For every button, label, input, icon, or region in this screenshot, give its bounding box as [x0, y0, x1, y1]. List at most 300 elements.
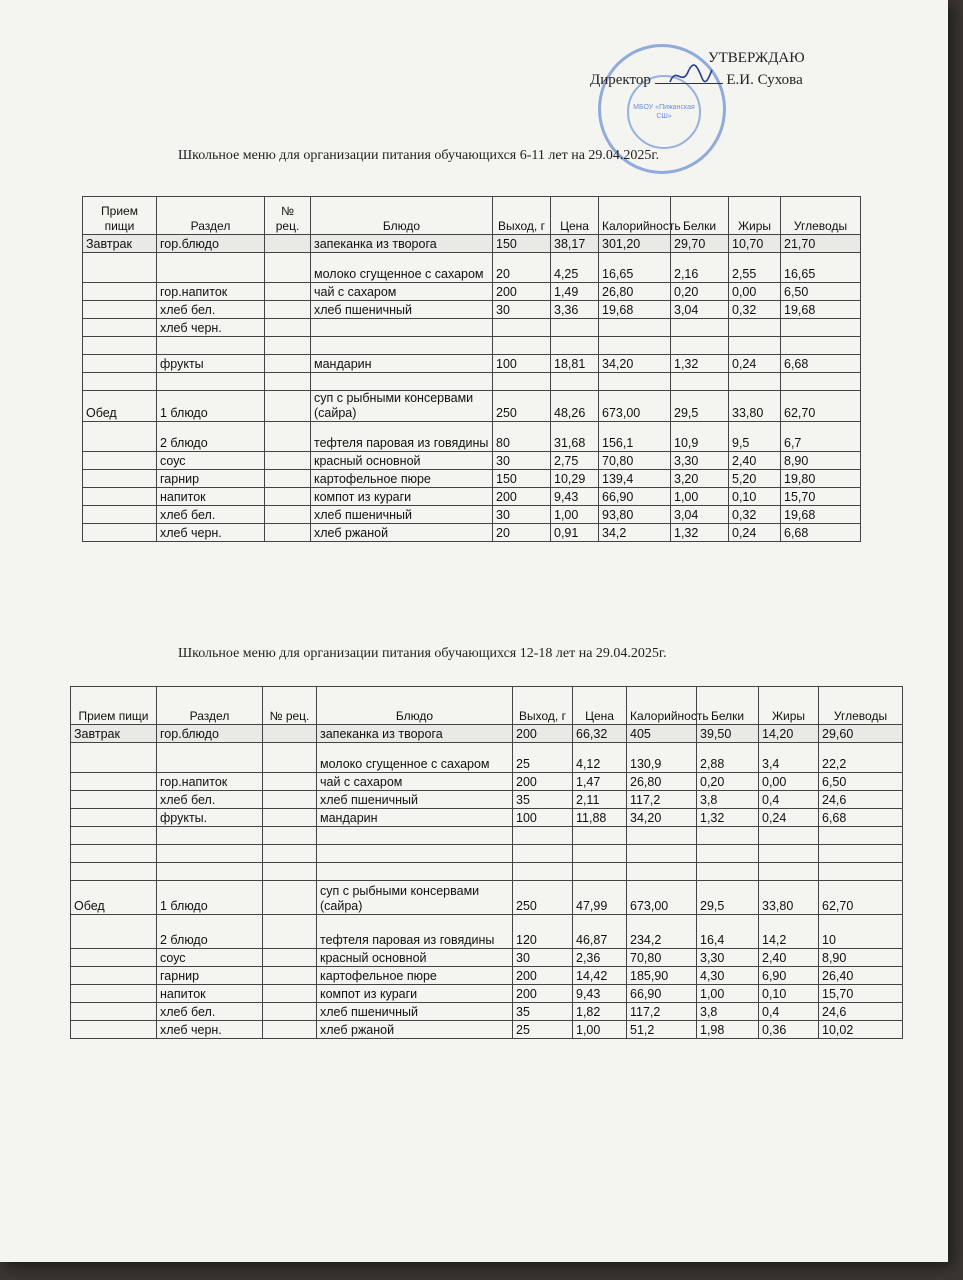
cell-dish	[311, 319, 493, 337]
cell-dish: тефтеля паровая из говядины	[311, 422, 493, 452]
cell-recipe	[263, 725, 317, 743]
cell-price	[551, 337, 599, 355]
cell-carbs: 6,68	[781, 524, 861, 542]
cell-dish: хлеб пшеничный	[317, 1003, 513, 1021]
cell-yield: 200	[513, 985, 573, 1003]
director-label: Директор	[590, 72, 651, 88]
cell-meal	[71, 827, 157, 845]
cell-meal	[83, 337, 157, 355]
cell-yield	[493, 337, 551, 355]
table-row	[83, 506, 861, 524]
cell-section	[157, 743, 263, 773]
header-section: Раздел	[157, 687, 263, 725]
cell-fats: 9,5	[729, 422, 781, 452]
cell-carbs: 62,70	[781, 391, 861, 422]
cell-proteins	[671, 319, 729, 337]
cell-yield: 30	[493, 452, 551, 470]
cell-meal	[71, 949, 157, 967]
cell-calories: 234,2	[627, 915, 697, 949]
cell-proteins	[697, 863, 759, 881]
cell-price: 1,82	[573, 1003, 627, 1021]
cell-calories: 673,00	[627, 881, 697, 915]
cell-calories: 93,80	[599, 506, 671, 524]
cell-meal	[83, 470, 157, 488]
cell-calories: 673,00	[599, 391, 671, 422]
table-row	[83, 337, 861, 355]
cell-fats: 14,2	[759, 915, 819, 949]
cell-section: напиток	[157, 488, 265, 506]
cell-recipe	[265, 506, 311, 524]
cell-yield: 30	[493, 301, 551, 319]
cell-recipe	[263, 915, 317, 949]
cell-calories: 117,2	[627, 1003, 697, 1021]
cell-yield: 200	[493, 488, 551, 506]
cell-meal	[83, 506, 157, 524]
menu-title-12-18: Школьное меню для организации питания обучающихся 12-18 лет на 29.04.2025г.	[178, 646, 667, 661]
cell-section	[157, 827, 263, 845]
cell-recipe	[263, 845, 317, 863]
cell-carbs: 6,68	[819, 809, 903, 827]
table-row	[71, 915, 903, 949]
cell-price: 47,99	[573, 881, 627, 915]
cell-price: 66,32	[573, 725, 627, 743]
cell-proteins: 1,32	[697, 809, 759, 827]
cell-meal	[83, 319, 157, 337]
cell-fats: 10,70	[729, 235, 781, 253]
table-row	[71, 881, 903, 915]
cell-recipe	[265, 524, 311, 542]
cell-yield	[493, 319, 551, 337]
cell-fats	[759, 845, 819, 863]
cell-fats: 0,00	[729, 283, 781, 301]
cell-proteins: 3,30	[671, 452, 729, 470]
cell-price: 31,68	[551, 422, 599, 452]
cell-proteins	[697, 845, 759, 863]
cell-fats: 5,20	[729, 470, 781, 488]
cell-price: 4,12	[573, 743, 627, 773]
header-meal: Прием пищи	[71, 687, 157, 725]
cell-yield: 25	[513, 1021, 573, 1039]
cell-calories: 34,2	[599, 524, 671, 542]
cell-dish: молоко сгущенное с сахаром	[311, 253, 493, 283]
cell-meal	[83, 452, 157, 470]
cell-yield: 200	[513, 967, 573, 985]
header-calories: Калорийность	[599, 197, 671, 235]
header-fats: Жиры	[729, 197, 781, 235]
cell-calories	[627, 863, 697, 881]
cell-proteins: 3,8	[697, 791, 759, 809]
cell-carbs	[819, 863, 903, 881]
cell-yield	[513, 863, 573, 881]
cell-price	[573, 863, 627, 881]
cell-calories: 66,90	[599, 488, 671, 506]
cell-dish: картофельное пюре	[317, 967, 513, 985]
cell-calories: 66,90	[627, 985, 697, 1003]
cell-carbs: 6,50	[819, 773, 903, 791]
cell-proteins: 4,30	[697, 967, 759, 985]
cell-yield	[513, 845, 573, 863]
table-row	[71, 967, 903, 985]
cell-fats: 3,4	[759, 743, 819, 773]
cell-fats	[729, 337, 781, 355]
cell-carbs: 24,6	[819, 1003, 903, 1021]
cell-meal	[71, 1021, 157, 1039]
table-row	[83, 488, 861, 506]
cell-carbs: 19,68	[781, 301, 861, 319]
cell-section: гор.блюдо	[157, 235, 265, 253]
cell-section	[157, 373, 265, 391]
menu-body-6-11	[83, 197, 861, 542]
cell-proteins: 3,20	[671, 470, 729, 488]
cell-meal	[83, 488, 157, 506]
cell-dish	[311, 337, 493, 355]
table-row	[83, 355, 861, 373]
cell-dish: мандарин	[317, 809, 513, 827]
cell-meal	[71, 809, 157, 827]
cell-calories: 34,20	[599, 355, 671, 373]
cell-price	[551, 373, 599, 391]
cell-fats: 2,40	[729, 452, 781, 470]
table-row	[83, 422, 861, 452]
header-carbs: Углеводы	[781, 197, 861, 235]
cell-carbs: 62,70	[819, 881, 903, 915]
cell-yield: 20	[493, 253, 551, 283]
cell-dish: хлеб пшеничный	[311, 506, 493, 524]
cell-recipe	[263, 791, 317, 809]
cell-proteins: 2,16	[671, 253, 729, 283]
cell-calories	[627, 827, 697, 845]
cell-proteins: 1,00	[671, 488, 729, 506]
cell-calories: 117,2	[627, 791, 697, 809]
cell-dish: хлеб ржаной	[311, 524, 493, 542]
cell-dish	[317, 845, 513, 863]
cell-carbs	[781, 319, 861, 337]
cell-dish: чай с сахаром	[311, 283, 493, 301]
cell-price	[551, 319, 599, 337]
cell-meal	[83, 253, 157, 283]
cell-section	[157, 253, 265, 283]
cell-calories: 16,65	[599, 253, 671, 283]
cell-yield: 250	[513, 881, 573, 915]
cell-price: 2,11	[573, 791, 627, 809]
cell-proteins: 2,88	[697, 743, 759, 773]
cell-price: 10,29	[551, 470, 599, 488]
header-carbs: Углеводы	[819, 687, 903, 725]
cell-section: гор.напиток	[157, 283, 265, 301]
cell-section: соус	[157, 452, 265, 470]
menu-title-6-11: Школьное меню для организации питания обучающихся 6-11 лет на 29.04.2025г.	[178, 148, 660, 163]
table-row	[83, 319, 861, 337]
cell-dish: компот из кураги	[317, 985, 513, 1003]
cell-calories: 156,1	[599, 422, 671, 452]
cell-meal	[71, 845, 157, 863]
cell-carbs	[781, 337, 861, 355]
cell-proteins: 3,04	[671, 506, 729, 524]
cell-meal	[71, 791, 157, 809]
cell-carbs: 15,70	[781, 488, 861, 506]
cell-calories	[599, 337, 671, 355]
cell-carbs: 6,50	[781, 283, 861, 301]
cell-dish	[311, 373, 493, 391]
header-proteins: Белки	[671, 197, 729, 235]
cell-section: хлеб бел.	[157, 1003, 263, 1021]
cell-fats	[729, 319, 781, 337]
cell-dish: суп с рыбными консервами (сайра)	[311, 391, 493, 422]
cell-fats: 14,20	[759, 725, 819, 743]
cell-yield: 150	[493, 470, 551, 488]
cell-section: 2 блюдо	[157, 915, 263, 949]
cell-price: 48,26	[551, 391, 599, 422]
cell-section: хлеб черн.	[157, 1021, 263, 1039]
cell-recipe	[263, 1003, 317, 1021]
cell-section: фрукты	[157, 355, 265, 373]
cell-proteins: 1,98	[697, 1021, 759, 1039]
menu-body-12-18	[71, 687, 903, 1039]
cell-fats: 0,10	[729, 488, 781, 506]
cell-meal: Обед	[71, 881, 157, 915]
director-name: Е.И. Сухова	[726, 72, 803, 88]
cell-fats: 0,10	[759, 985, 819, 1003]
cell-yield: 35	[513, 1003, 573, 1021]
cell-calories: 70,80	[627, 949, 697, 967]
table-row	[83, 391, 861, 422]
cell-price	[573, 827, 627, 845]
cell-dish	[317, 863, 513, 881]
cell-carbs: 6,68	[781, 355, 861, 373]
cell-proteins: 3,30	[697, 949, 759, 967]
header-meal: Прием пищи	[83, 197, 157, 235]
header-yield: Выход, г	[513, 687, 573, 725]
cell-section: хлеб бел.	[157, 506, 265, 524]
table-row	[71, 809, 903, 827]
table-row	[71, 827, 903, 845]
cell-calories: 301,20	[599, 235, 671, 253]
table-row	[83, 470, 861, 488]
cell-carbs: 10	[819, 915, 903, 949]
table-row	[83, 235, 861, 253]
cell-meal: Обед	[83, 391, 157, 422]
cell-yield: 150	[493, 235, 551, 253]
table-row	[71, 863, 903, 881]
cell-price: 9,43	[551, 488, 599, 506]
table-row	[71, 949, 903, 967]
cell-dish: молоко сгущенное с сахаром	[317, 743, 513, 773]
cell-recipe	[263, 949, 317, 967]
cell-meal: Завтрак	[83, 235, 157, 253]
cell-fats: 0,36	[759, 1021, 819, 1039]
cell-section	[157, 337, 265, 355]
cell-fats: 0,4	[759, 791, 819, 809]
table-row	[71, 1003, 903, 1021]
cell-carbs: 26,40	[819, 967, 903, 985]
cell-fats: 0,24	[729, 355, 781, 373]
cell-yield: 200	[513, 773, 573, 791]
cell-recipe	[265, 470, 311, 488]
cell-price: 0,91	[551, 524, 599, 542]
cell-yield: 120	[513, 915, 573, 949]
cell-dish: запеканка из творога	[317, 725, 513, 743]
cell-proteins: 1,32	[671, 524, 729, 542]
cell-recipe	[265, 422, 311, 452]
cell-calories: 70,80	[599, 452, 671, 470]
cell-fats: 0,4	[759, 1003, 819, 1021]
cell-yield: 20	[493, 524, 551, 542]
cell-section	[157, 863, 263, 881]
cell-proteins: 0,20	[671, 283, 729, 301]
cell-meal: Завтрак	[71, 725, 157, 743]
table-row	[71, 1021, 903, 1039]
cell-proteins: 1,32	[671, 355, 729, 373]
signature-icon	[668, 64, 714, 88]
cell-carbs: 8,90	[819, 949, 903, 967]
cell-price: 1,47	[573, 773, 627, 791]
cell-recipe	[265, 283, 311, 301]
header-fats: Жиры	[759, 687, 819, 725]
cell-recipe	[263, 773, 317, 791]
cell-section: хлеб черн.	[157, 319, 265, 337]
cell-price: 1,00	[573, 1021, 627, 1039]
cell-fats: 0,00	[759, 773, 819, 791]
cell-recipe	[265, 391, 311, 422]
cell-yield: 25	[513, 743, 573, 773]
cell-calories: 34,20	[627, 809, 697, 827]
stamp-text: МБОУ «Пижанская СШ»	[627, 75, 701, 149]
cell-proteins: 16,4	[697, 915, 759, 949]
cell-price: 4,25	[551, 253, 599, 283]
cell-section: гор.блюдо	[157, 725, 263, 743]
cell-yield: 35	[513, 791, 573, 809]
cell-calories: 139,4	[599, 470, 671, 488]
cell-yield	[513, 827, 573, 845]
table-row	[83, 373, 861, 391]
cell-fats: 0,24	[759, 809, 819, 827]
cell-meal	[71, 743, 157, 773]
cell-calories	[627, 845, 697, 863]
table-row	[83, 301, 861, 319]
cell-price	[573, 845, 627, 863]
cell-yield: 200	[513, 725, 573, 743]
cell-price: 9,43	[573, 985, 627, 1003]
table-header-row	[83, 197, 861, 235]
cell-proteins: 39,50	[697, 725, 759, 743]
cell-dish: картофельное пюре	[311, 470, 493, 488]
cell-recipe	[263, 1021, 317, 1039]
cell-carbs: 24,6	[819, 791, 903, 809]
table-row	[71, 985, 903, 1003]
cell-meal	[71, 985, 157, 1003]
header-section: Раздел	[157, 197, 265, 235]
cell-fats	[729, 373, 781, 391]
cell-recipe	[265, 235, 311, 253]
cell-recipe	[263, 863, 317, 881]
cell-recipe	[263, 881, 317, 915]
cell-recipe	[265, 253, 311, 283]
cell-price: 38,17	[551, 235, 599, 253]
cell-yield: 30	[493, 506, 551, 524]
cell-meal	[71, 1003, 157, 1021]
cell-dish: хлеб ржаной	[317, 1021, 513, 1039]
cell-proteins: 29,70	[671, 235, 729, 253]
cell-fats: 0,32	[729, 506, 781, 524]
cell-fats: 33,80	[759, 881, 819, 915]
cell-carbs: 19,80	[781, 470, 861, 488]
cell-recipe	[265, 452, 311, 470]
cell-proteins: 0,20	[697, 773, 759, 791]
header-recipe: № рец.	[265, 197, 311, 235]
cell-carbs: 19,68	[781, 506, 861, 524]
cell-yield: 250	[493, 391, 551, 422]
cell-price: 1,49	[551, 283, 599, 301]
cell-proteins: 3,04	[671, 301, 729, 319]
cell-dish: компот из кураги	[311, 488, 493, 506]
cell-meal	[71, 967, 157, 985]
cell-recipe	[263, 967, 317, 985]
cell-recipe	[265, 355, 311, 373]
cell-calories	[599, 373, 671, 391]
cell-carbs: 8,90	[781, 452, 861, 470]
cell-price: 2,36	[573, 949, 627, 967]
cell-proteins: 10,9	[671, 422, 729, 452]
cell-fats: 2,55	[729, 253, 781, 283]
cell-price: 46,87	[573, 915, 627, 949]
cell-section: 1 блюдо	[157, 881, 263, 915]
cell-recipe	[263, 743, 317, 773]
cell-proteins: 29,5	[697, 881, 759, 915]
cell-yield: 80	[493, 422, 551, 452]
cell-carbs: 6,7	[781, 422, 861, 452]
cell-dish: красный основной	[317, 949, 513, 967]
cell-meal	[83, 283, 157, 301]
cell-section: 1 блюдо	[157, 391, 265, 422]
cell-yield: 30	[513, 949, 573, 967]
cell-price: 14,42	[573, 967, 627, 985]
cell-section: хлеб черн.	[157, 524, 265, 542]
menu-table-12-18	[70, 686, 903, 1039]
cell-calories: 130,9	[627, 743, 697, 773]
cell-recipe	[263, 809, 317, 827]
table-row	[71, 773, 903, 791]
cell-meal	[83, 301, 157, 319]
cell-calories: 19,68	[599, 301, 671, 319]
cell-section: фрукты.	[157, 809, 263, 827]
cell-proteins: 1,00	[697, 985, 759, 1003]
cell-price: 18,81	[551, 355, 599, 373]
cell-meal	[71, 915, 157, 949]
table-row	[83, 452, 861, 470]
cell-carbs: 10,02	[819, 1021, 903, 1039]
cell-recipe	[265, 319, 311, 337]
menu-table-6-11	[82, 196, 861, 542]
cell-dish: запеканка из творога	[311, 235, 493, 253]
cell-section: гарнир	[157, 470, 265, 488]
cell-yield: 100	[513, 809, 573, 827]
cell-recipe	[265, 301, 311, 319]
cell-carbs: 15,70	[819, 985, 903, 1003]
cell-dish: чай с сахаром	[317, 773, 513, 791]
cell-dish: хлеб пшеничный	[311, 301, 493, 319]
cell-proteins: 3,8	[697, 1003, 759, 1021]
cell-carbs: 22,2	[819, 743, 903, 773]
cell-dish: мандарин	[311, 355, 493, 373]
cell-carbs	[819, 827, 903, 845]
cell-dish: хлеб пшеничный	[317, 791, 513, 809]
cell-section: гарнир	[157, 967, 263, 985]
cell-price: 2,75	[551, 452, 599, 470]
cell-meal	[83, 422, 157, 452]
cell-recipe	[265, 488, 311, 506]
cell-section: 2 блюдо	[157, 422, 265, 452]
cell-calories: 51,2	[627, 1021, 697, 1039]
